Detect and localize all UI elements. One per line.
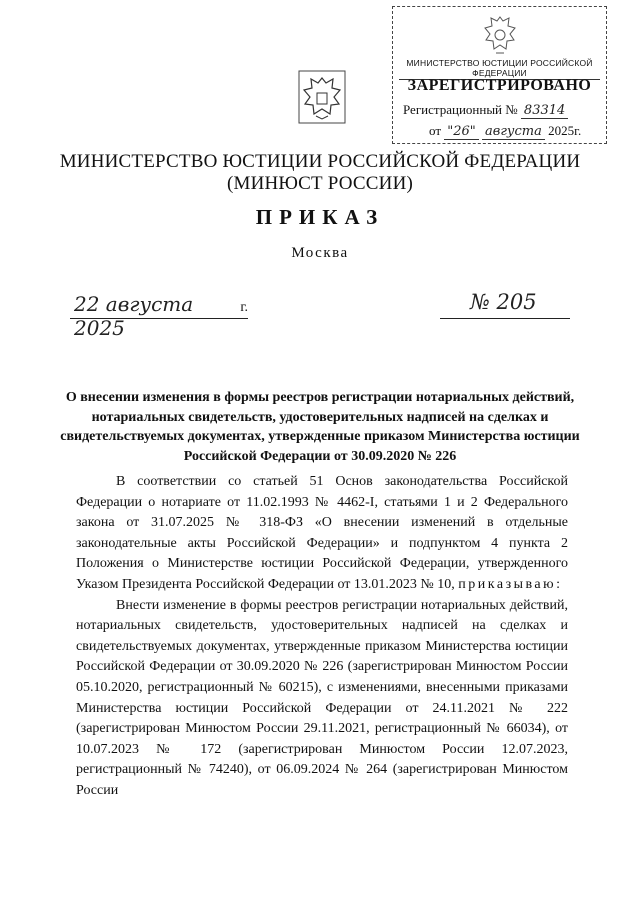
order-body [76,472,568,802]
stamp-registration-number-line [403,102,568,118]
ministry-short-name: (МИНЮСТ РОССИИ) [226,173,414,194]
ministry-header [40,151,600,195]
city-name: Москва [291,245,349,261]
body-paragraph-1 [76,472,568,596]
order-directive: приказываю: [458,576,563,592]
stamp-date-year: 2025г. [548,123,582,138]
order-date-field [70,290,248,340]
order-heading: ПРИКАЗ [255,205,385,229]
order-date-handwritten: 22 августа 2025 [74,292,194,340]
order-title: О внесении изменения в формы реестров регистрации нотариальных действий, нотариальных свидетельств, удостоверительных надписей на сделках и свидетельствуемых документах, утвержденные приказом Министерства юстиции Российской Федерации от 30.09.2020 № 226 [60,390,580,464]
stamp-eagle-emblem-icon [481,13,519,57]
stamp-date-day: "26" [444,124,479,140]
order-number-field [440,290,570,319]
body-paragraph-2: Внести изменение в формы реестров регистрации нотариальных действий, нотариальных свидетельств, удостоверительных надписей на сделках и свидетельствуемых документах, утвержденные приказом Министерства юстиции Российской Федерации от 30.09.2020 № 226 (зарегистрирован Минюстом России 05.10.2020, регистрационный № 60215), с изменениями, внесенными приказами Министерства юстиции Российской Федерации от 24.11.2021 № 222 (зарегистрирован Минюстом России 29.11.2021, регистрационный № 66034), от 10.07.2023 № 172 (зарегистрирован Минюстом России 12.07.2023, регистрационный № 74240), от 06.09.2024 № 264 (зарегистрирован Минюстом России [76,597,568,798]
ministry-name: МИНИСТЕРСТВО ЮСТИЦИИ РОССИЙСКОЙ ФЕДЕРАЦИИ [59,151,581,172]
stamp-reg-number: 83314 [521,103,568,119]
registration-stamp [392,6,607,144]
stamp-date-prefix: от [429,123,442,138]
stamp-date-month: августа [482,124,545,140]
stamp-date-line [429,123,581,139]
stamp-registered-label: ЗАРЕГИСТРИРОВАНО [407,77,592,94]
order-date-suffix: г. [240,300,248,315]
coat-of-arms-icon [298,70,346,124]
stamp-reg-label: Регистрационный № [403,102,518,117]
body-paragraph-1-text: В соответствии со статьей 51 Основ законодательства Российской Федерации о нотариате от 11.02.1993 № 4462-I, статьями 1 и 2 Федерального закона от 31.07.2025 № 318-ФЗ «О внесении изменений в отдельные законодательные акты Российской Федерации» и подпунктом 4 пункта 2 Положения о Министерстве юстиции Российской Федерации, утвержденного Указом Президента Российской Федерации от 13.01.2023 № 10, [76,474,568,592]
order-number-handwritten: № 205 [470,290,537,314]
stamp-ministry-name: МИНИСТЕРСТВО ЮСТИЦИИ РОССИЙСКОЙ ФЕДЕРАЦИИ [399,58,600,80]
